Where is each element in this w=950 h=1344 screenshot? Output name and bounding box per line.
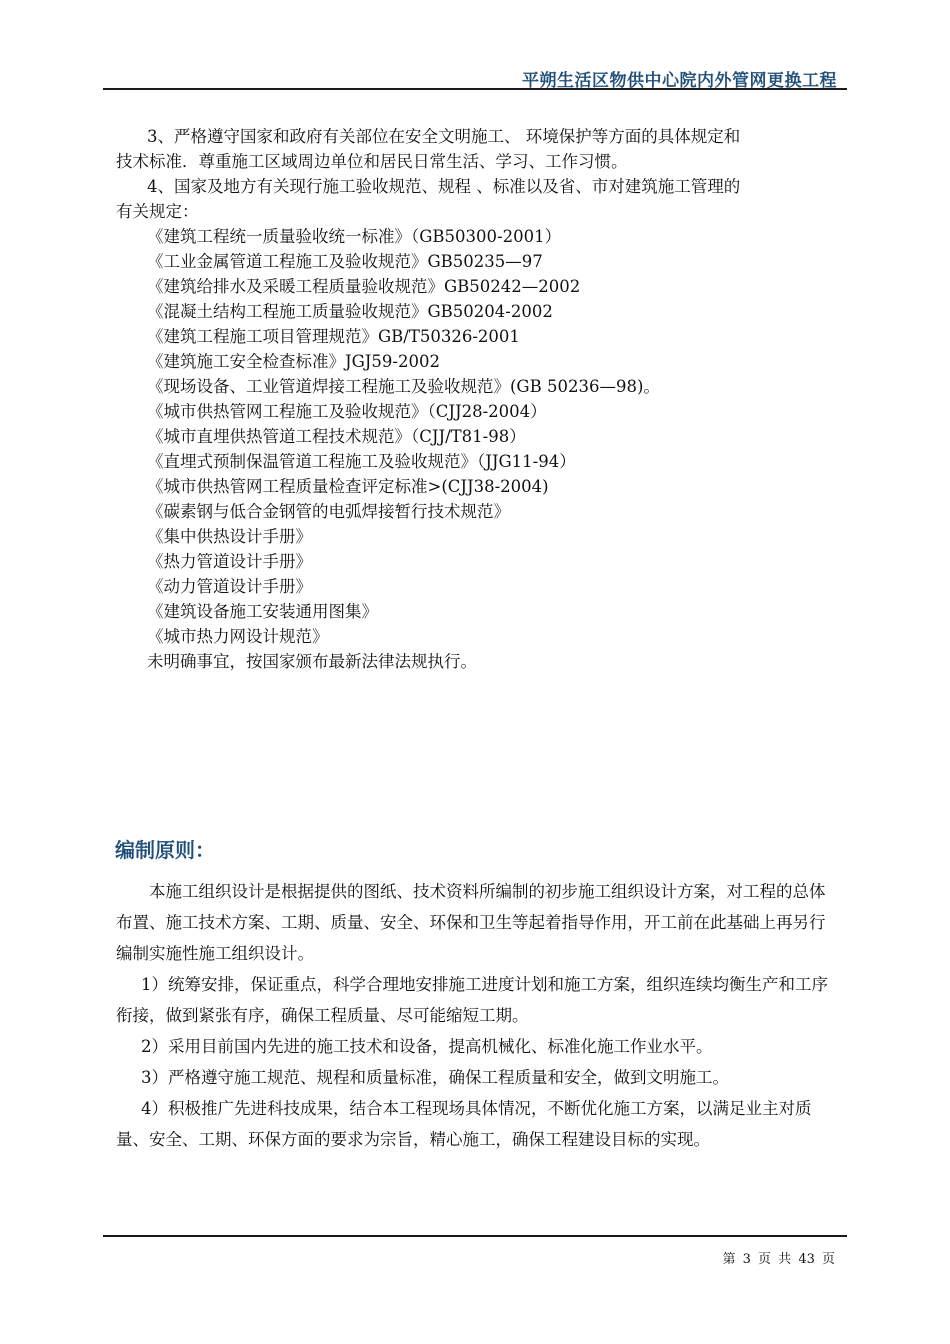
reference-item: 《工业金属管道工程施工及验收规范》GB50235—97 <box>147 252 543 271</box>
reference-item: 《热力管道设计手册》 <box>147 552 312 571</box>
page-number: 第 3 页 共 43 页 <box>722 1252 835 1267</box>
basis-item-4-line-2: 有关规定： <box>116 202 199 221</box>
principle-item: 3）严格遵守施工规范、规程和质量标准，确保工程质量和安全，做到文明施工。 <box>141 1068 729 1087</box>
reference-item: 《动力管道设计手册》 <box>147 577 312 596</box>
reference-item: 《城市热力网设计规范》 <box>147 627 329 646</box>
section-heading-principles: 编制原则： <box>115 838 215 862</box>
basis-item-4-line-1: 4、国家及地方有关现行施工验收规范、规程 、标准以及省、市对建筑施工管理的 <box>147 177 741 196</box>
basis-item-3-line-2: 技术标准．尊重施工区域周边单位和居民日常生活、学习、工作习惯。 <box>116 152 628 171</box>
header-title: 平朔生活区物供中心院内外管网更换工程 <box>522 71 837 91</box>
basis-closing: 未明确事宜，按国家颁布最新法律法规执行。 <box>147 652 477 671</box>
reference-item: 《城市供热管网工程施工及验收规范》（CJJ28-2004） <box>147 402 547 421</box>
reference-item: 《集中供热设计手册》 <box>147 527 312 546</box>
reference-item: 《现场设备、工业管道焊接工程施工及验收规范》(GB 50236—98)。 <box>147 377 660 396</box>
reference-item: 《城市供热管网工程质量检查评定标准>(CJJ38-2004) <box>147 477 549 496</box>
reference-item: 《建筑工程统一质量验收统一标准》（GB50300-2001） <box>147 227 562 246</box>
reference-item: 《建筑给排水及采暖工程质量验收规范》GB50242—2002 <box>147 277 581 296</box>
reference-item: 《碳素钢与低合金钢管的电弧焊接暂行技术规范》 <box>147 502 510 521</box>
principle-item: 1）统筹安排，保证重点，科学合理地安排施工进度计划和施工方案，组织连续均衡生产和工序衔接，做到紧张有序，确保工程质量、尽可能缩短工期。 <box>116 975 828 1025</box>
header-divider <box>103 88 847 90</box>
reference-item: 《混凝土结构工程施工质量验收规范》GB50204-2002 <box>147 302 553 321</box>
reference-item: 《直埋式预制保温管道工程施工及验收规范》（JJG11-94） <box>147 452 576 471</box>
reference-item: 《建筑设备施工安装通用图集》 <box>147 602 378 621</box>
reference-item: 《建筑工程施工项目管理规范》GB/T50326-2001 <box>147 327 520 346</box>
footer-divider <box>103 1235 847 1237</box>
reference-item: 《建筑施工安全检查标准》JGJ59-2002 <box>147 352 440 371</box>
reference-item: 《城市直埋供热管道工程技术规范》（CJJ/T81-98） <box>147 427 526 446</box>
principle-item: 4）积极推广先进科技成果，结合本工程现场具体情况，不断优化施工方案，以满足业主对质量、安全、工期、环保方面的要求为宗旨，精心施工，确保工程建设目标的实现。 <box>116 1099 812 1149</box>
principles-section <box>116 876 836 1155</box>
basis-item-3-line-1: 3、严格遵守国家和政府有关部位在安全文明施工、 环境保护等方面的具体规定和 <box>147 127 741 146</box>
principle-item: 2）采用目前国内先进的施工技术和设备，提高机械化、标准化施工作业水平。 <box>141 1037 713 1056</box>
basis-section <box>116 124 836 674</box>
principles-intro: 本施工组织设计是根据提供的图纸、技术资料所编制的初步施工组织设计方案，对工程的总体布置、施工技术方案、工期、质量、安全、环保和卫生等起着指导作用，开工前在此基础上再另行编制实施性施工组织设计。 <box>116 882 826 963</box>
